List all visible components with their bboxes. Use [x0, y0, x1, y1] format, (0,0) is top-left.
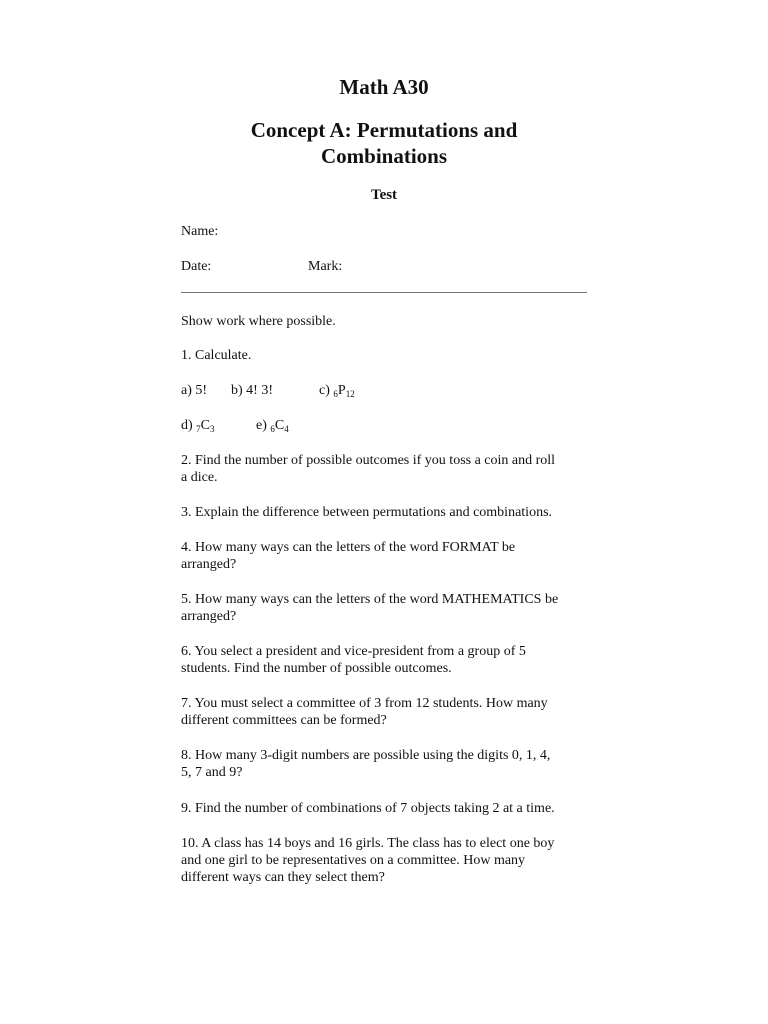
q1-part-c-prefix: c) [319, 383, 334, 398]
question-2-line-2: a dice. [181, 470, 218, 485]
question-2-line-1: 2. Find the number of possible outcomes if you toss a coin and roll [181, 453, 556, 468]
question-3-line-1: 3. Explain the difference between permutations and combinations. [181, 505, 553, 520]
question-7-line-1: 7. You must select a committee of 3 from 12 students. How many [181, 696, 548, 711]
q1-part-d-post: 3 [210, 424, 215, 434]
q1-part-b: b) 4! 3! [231, 383, 273, 398]
question-5-line-2: arranged? [181, 609, 237, 624]
doc-title: Math A30 [339, 75, 429, 99]
test-label: Test [370, 187, 398, 203]
mark-label: Mark: [308, 259, 343, 274]
q1-part-c-letter: P [337, 383, 346, 398]
date-label: Date: [181, 259, 212, 274]
question-6-line-1: 6. You select a president and vice-president from a group of 5 [181, 644, 526, 659]
name-label: Name: [181, 224, 219, 239]
q1-part-d-prefix: d) [181, 418, 197, 433]
q1-part-e [256, 417, 289, 434]
instructions: Show work where possible. [181, 314, 336, 329]
q1-part-c-post: 12 [345, 389, 355, 399]
question-5-line-1: 5. How many ways can the letters of the word MATHEMATICS be [181, 592, 559, 607]
q1-part-e-post: 4 [284, 424, 289, 434]
divider-line [181, 292, 587, 293]
q1-part-e-letter: C [274, 418, 285, 433]
q1-part-a: a) 5! [181, 383, 208, 398]
q1-part-d-pre: 7 [196, 424, 201, 434]
question-8-line-2: 5, 7 and 9? [181, 765, 243, 780]
q1-part-c-pre: 6 [333, 389, 338, 399]
doc-subtitle-line1: Concept A: Permutations and [250, 118, 518, 142]
question-4-line-1: 4. How many ways can the letters of the word FORMAT be [181, 540, 516, 555]
q1-part-c [319, 382, 355, 399]
question-4-line-2: arranged? [181, 557, 237, 572]
question-8-line-1: 8. How many 3-digit numbers are possible using the digits 0, 1, 4, [181, 748, 551, 763]
question-10-line-2: and one girl to be representatives on a committee. How many [181, 853, 526, 868]
doc-subtitle [0, 117, 768, 169]
q1-part-d [181, 417, 215, 434]
doc-subtitle-line2: Combinations [320, 144, 448, 168]
question-1: 1. Calculate. [181, 348, 252, 363]
question-7-line-2: different committees can be formed? [181, 713, 387, 728]
q1-part-d-letter: C [200, 418, 211, 433]
question-10-line-1: 10. A class has 14 boys and 16 girls. The class has to elect one boy [181, 836, 555, 851]
q1-part-e-pre: 6 [270, 424, 275, 434]
question-6-line-2: students. Find the number of possible outcomes. [181, 661, 452, 676]
question-10-line-3: different ways can they select them? [181, 870, 385, 885]
question-9-line-1: 9. Find the number of combinations of 7 objects taking 2 at a time. [181, 801, 555, 816]
q1-part-e-prefix: e) [256, 418, 271, 433]
